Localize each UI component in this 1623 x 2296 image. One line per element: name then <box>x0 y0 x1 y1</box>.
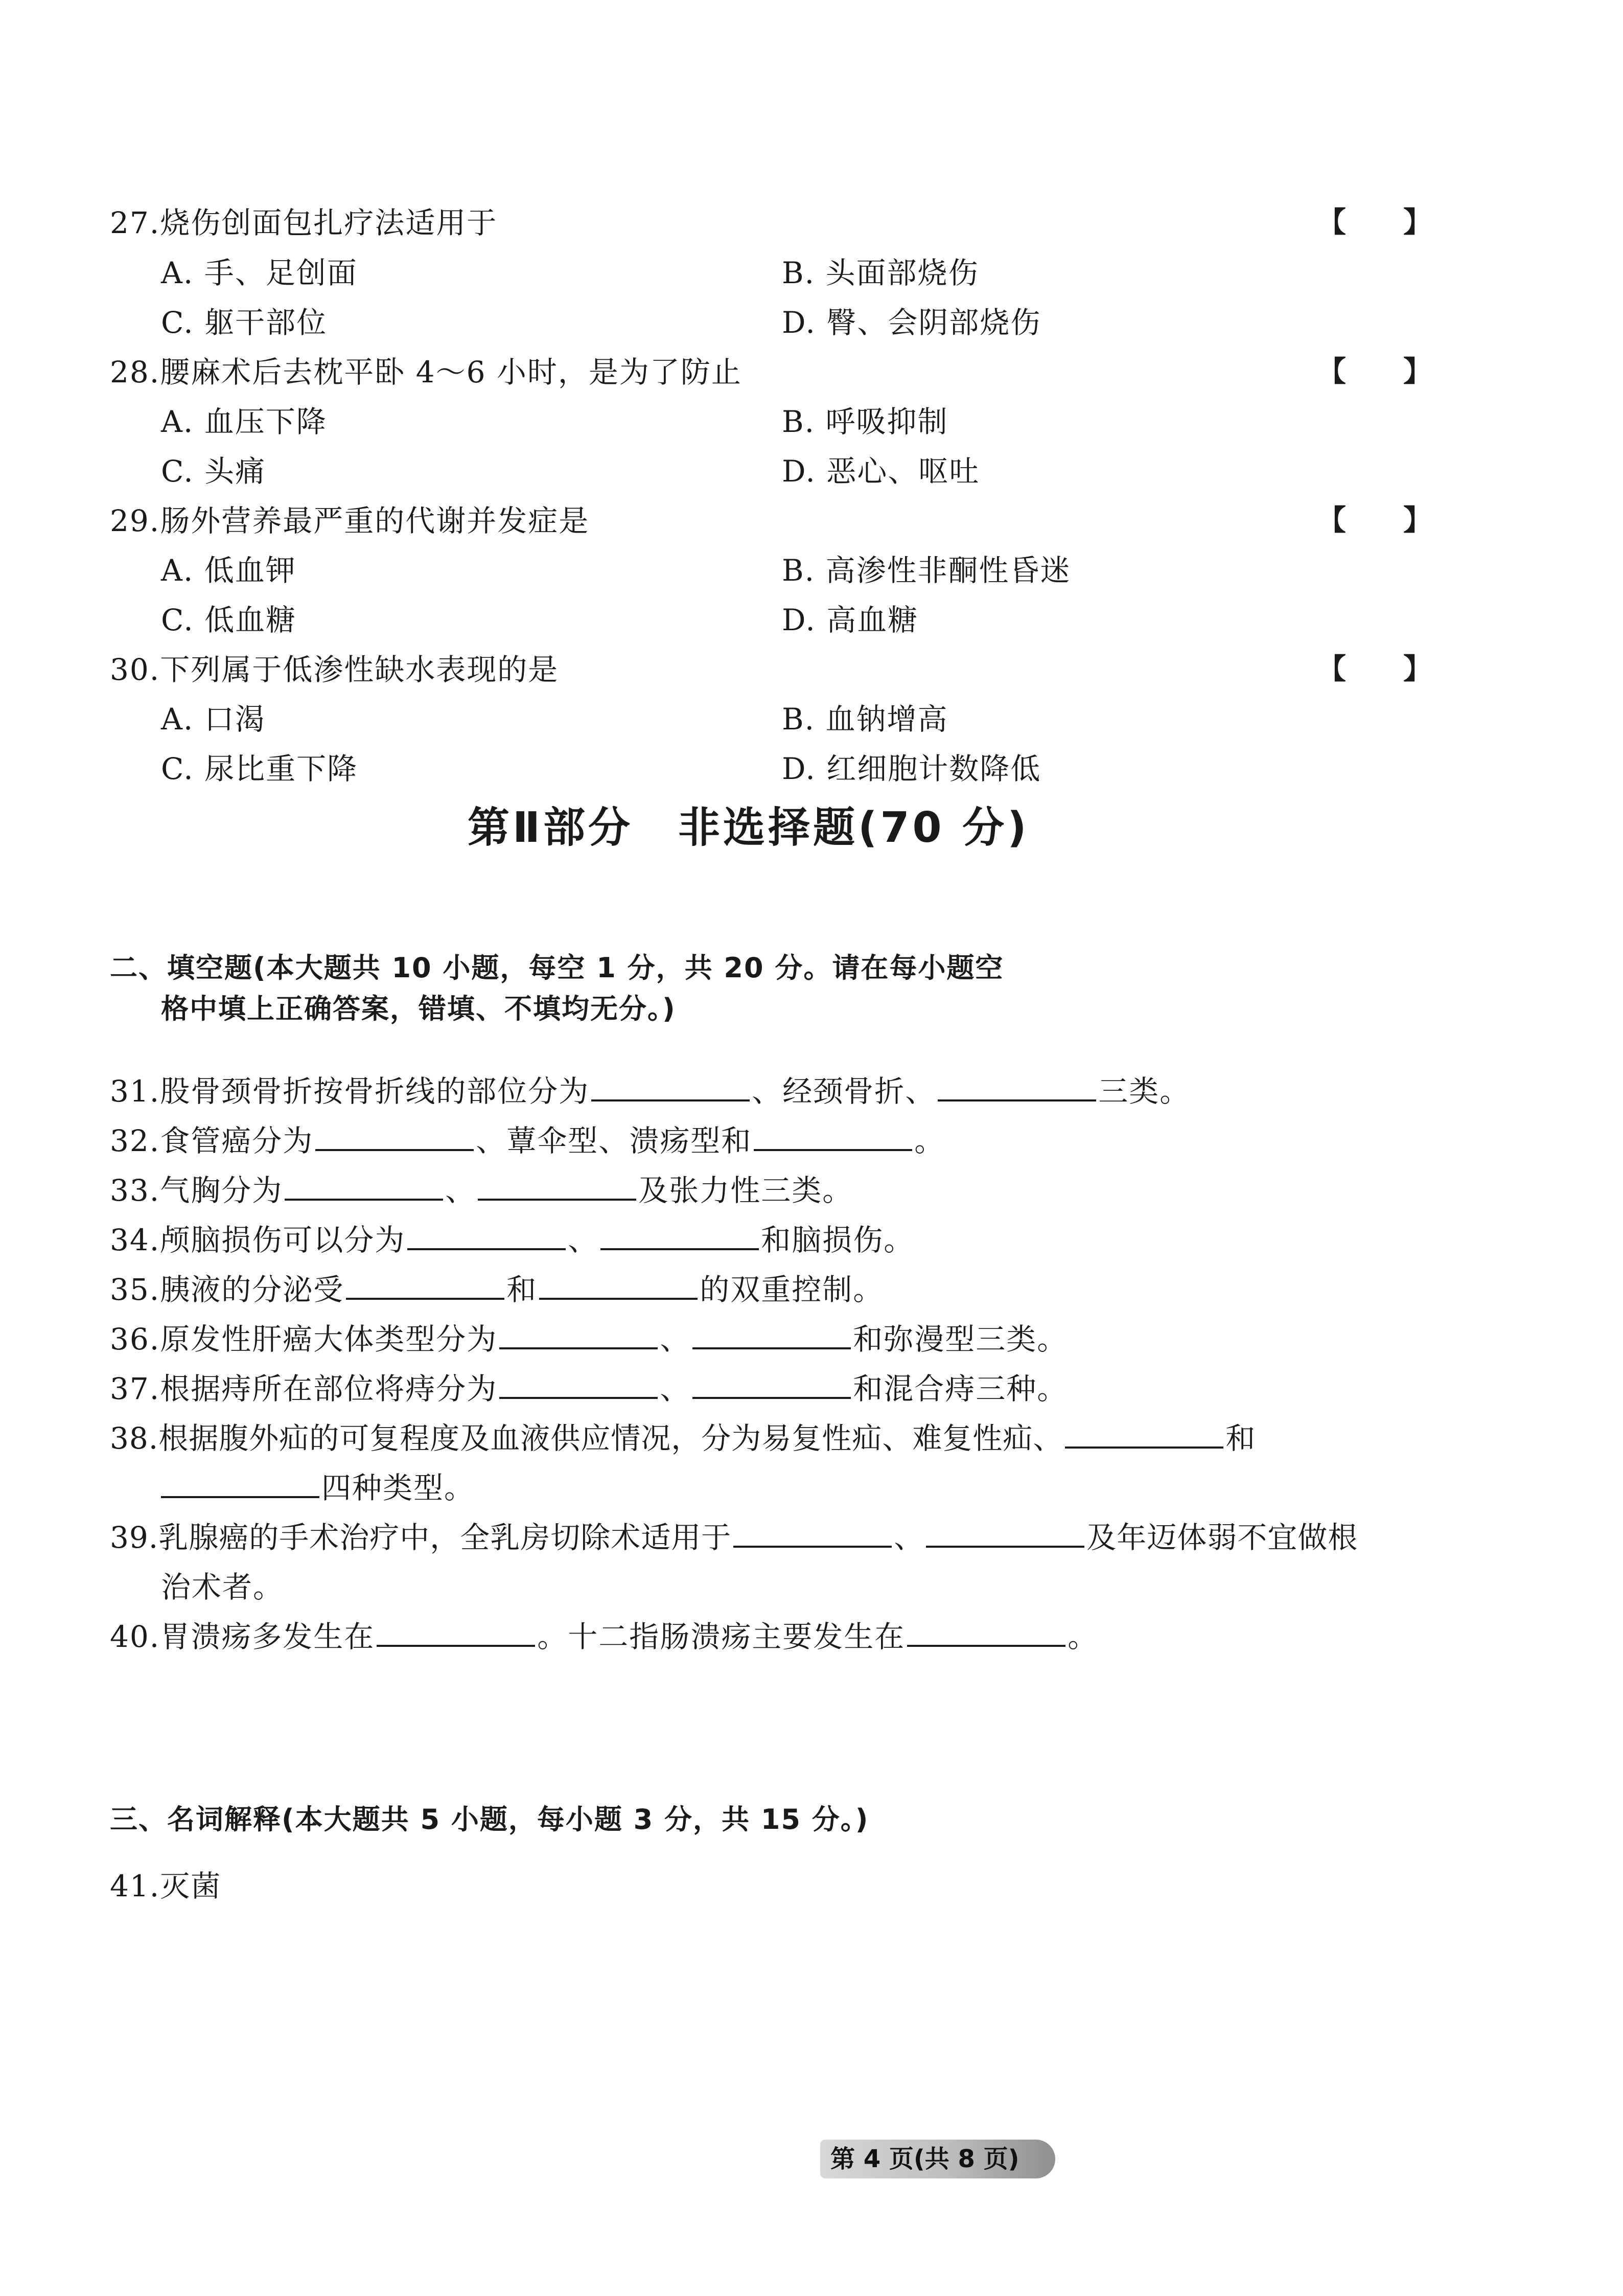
question-28-stem: 28.腰麻术后去枕平卧 4～6 小时，是为了防止 <box>110 355 742 389</box>
option-30-c: C. 尿比重下降 <box>161 751 358 786</box>
question-37 <box>110 1368 1068 1409</box>
question-36-text-3: 和弥漫型三类。 <box>853 1322 1068 1357</box>
question-39-line-1 <box>110 1517 1358 1558</box>
option-27-d: D. 臀、会阴部烧伤 <box>782 305 1041 340</box>
option-28-b: B. 呼吸抑制 <box>782 404 948 439</box>
question-38-text-3: 四种类型。 <box>321 1471 475 1505</box>
question-33-text-2: 、 <box>445 1173 476 1208</box>
question-35-blank-2[interactable] <box>539 1269 698 1300</box>
question-35-blank-1[interactable] <box>346 1269 504 1300</box>
question-36-blank-2[interactable] <box>692 1319 851 1349</box>
question-32-text-1: 32.食管癌分为 <box>110 1123 314 1158</box>
question-40 <box>110 1616 1098 1657</box>
question-27-stem: 27.烧伤创面包扎疗法适用于 <box>110 205 498 240</box>
option-27-c: C. 躯干部位 <box>161 305 328 340</box>
question-30-stem: 30.下列属于低渗性缺水表现的是 <box>110 652 559 687</box>
question-31-text-2: 、经颈骨折、 <box>752 1074 936 1109</box>
question-34 <box>110 1220 914 1260</box>
question-33-blank-2[interactable] <box>478 1170 636 1201</box>
question-40-text-3: 。 <box>1068 1619 1099 1654</box>
question-40-blank-1[interactable] <box>377 1616 535 1647</box>
question-37-text-1: 37.根据痔所在部位将痔分为 <box>110 1371 498 1406</box>
option-28-a: A. 血压下降 <box>161 404 327 439</box>
option-27-b: B. 头面部烧伤 <box>782 256 979 290</box>
question-32-blank-2[interactable] <box>754 1120 912 1151</box>
question-32-blank-1[interactable] <box>315 1120 474 1151</box>
question-40-blank-2[interactable] <box>907 1616 1065 1647</box>
answer-bracket-29[interactable]: 【 】 <box>1317 504 1432 537</box>
question-33-text-1: 33.气胸分为 <box>110 1173 283 1208</box>
question-37-blank-2[interactable] <box>692 1368 851 1399</box>
option-29-c: C. 低血糖 <box>161 603 297 637</box>
question-33 <box>110 1170 853 1211</box>
question-34-blank-2[interactable] <box>600 1220 759 1250</box>
question-31-blank-1[interactable] <box>591 1071 750 1101</box>
question-36-text-1: 36.原发性肝癌大体类型分为 <box>110 1322 498 1357</box>
option-29-b: B. 高渗性非酮性昏迷 <box>782 553 1071 588</box>
question-38-text-2: 和 <box>1225 1421 1256 1456</box>
question-39-text-1: 39.乳腺癌的手术治疗中，全乳房切除术适用于 <box>110 1520 732 1555</box>
question-39-line-2: 治术者。 <box>161 1570 284 1604</box>
question-29-stem: 29.肠外营养最严重的代谢并发症是 <box>110 503 590 538</box>
question-38-blank-1[interactable] <box>1065 1418 1223 1449</box>
option-30-a: A. 口渴 <box>161 702 266 737</box>
question-36 <box>110 1319 1068 1360</box>
option-28-c: C. 头痛 <box>161 454 266 489</box>
question-31-text-3: 三类。 <box>1098 1074 1191 1109</box>
question-32 <box>110 1120 945 1161</box>
question-38-text-1: 38.根据腹外疝的可复程度及血液供应情况，分为易复性疝、难复性疝、 <box>110 1421 1063 1456</box>
question-35-text-2: 和 <box>506 1272 538 1307</box>
option-29-d: D. 高血糖 <box>782 603 919 637</box>
question-38-line-2 <box>161 1467 475 1508</box>
option-28-d: D. 恶心、呕吐 <box>782 454 980 489</box>
option-27-a: A. 手、足创面 <box>161 256 358 290</box>
question-41: 41.灭菌 <box>110 1869 222 1903</box>
answer-bracket-28[interactable]: 【 】 <box>1317 355 1432 388</box>
question-39-text-3: 及年迈体弱不宜做根 <box>1086 1520 1358 1555</box>
terms-section-heading: 三、名词解释(本大题共 5 小题，每小题 3 分，共 15 分。) <box>110 1803 869 1835</box>
question-39-blank-1[interactable] <box>733 1517 892 1548</box>
question-35-text-3: 的双重控制。 <box>700 1272 884 1307</box>
answer-bracket-30[interactable]: 【 】 <box>1317 653 1432 686</box>
question-34-text-2: 、 <box>568 1223 599 1257</box>
question-34-text-1: 34.颅脑损伤可以分为 <box>110 1223 406 1257</box>
question-33-blank-1[interactable] <box>285 1170 443 1201</box>
question-40-text-1: 40.胃溃疡多发生在 <box>110 1619 375 1654</box>
question-34-blank-1[interactable] <box>407 1220 566 1250</box>
question-31-text-1: 31.股骨颈骨折按骨折线的部位分为 <box>110 1074 590 1109</box>
question-34-text-3: 和脑损伤。 <box>761 1223 915 1257</box>
option-29-a: A. 低血钾 <box>161 553 296 588</box>
question-39-blank-2[interactable] <box>926 1517 1084 1548</box>
answer-bracket-27[interactable]: 【 】 <box>1317 206 1432 239</box>
fill-section-heading-line-2: 格中填上正确答案，错填、不填均无分。) <box>161 993 676 1025</box>
part-2-title: 第Ⅱ部分 非选择题(70 分) <box>468 803 1030 852</box>
question-35-text-1: 35.胰液的分泌受 <box>110 1272 344 1307</box>
question-38-blank-2[interactable] <box>161 1467 319 1498</box>
question-32-text-2: 、蕈伞型、溃疡型和 <box>476 1123 752 1158</box>
question-31-blank-2[interactable] <box>938 1071 1096 1101</box>
page-number-badge: 第 4 页(共 8 页) <box>820 2140 1055 2178</box>
question-39-text-2: 、 <box>894 1520 924 1555</box>
question-36-blank-1[interactable] <box>499 1319 658 1349</box>
question-35 <box>110 1269 884 1310</box>
question-37-text-3: 和混合痔三种。 <box>853 1371 1068 1406</box>
question-40-text-2: 。十二指肠溃疡主要发生在 <box>537 1619 906 1654</box>
question-36-text-2: 、 <box>660 1322 691 1357</box>
question-32-text-3: 。 <box>914 1123 945 1158</box>
option-30-b: B. 血钠增高 <box>782 702 948 737</box>
question-37-blank-1[interactable] <box>499 1368 658 1399</box>
question-31 <box>110 1071 1190 1112</box>
question-38-line-1 <box>110 1418 1256 1459</box>
fill-section-heading-line-1: 二、填空题(本大题共 10 小题，每空 1 分，共 20 分。请在每小题空 <box>110 952 1004 984</box>
question-33-text-3: 及张力性三类。 <box>638 1173 853 1208</box>
question-37-text-2: 、 <box>660 1371 691 1406</box>
option-30-d: D. 红细胞计数降低 <box>782 751 1041 786</box>
